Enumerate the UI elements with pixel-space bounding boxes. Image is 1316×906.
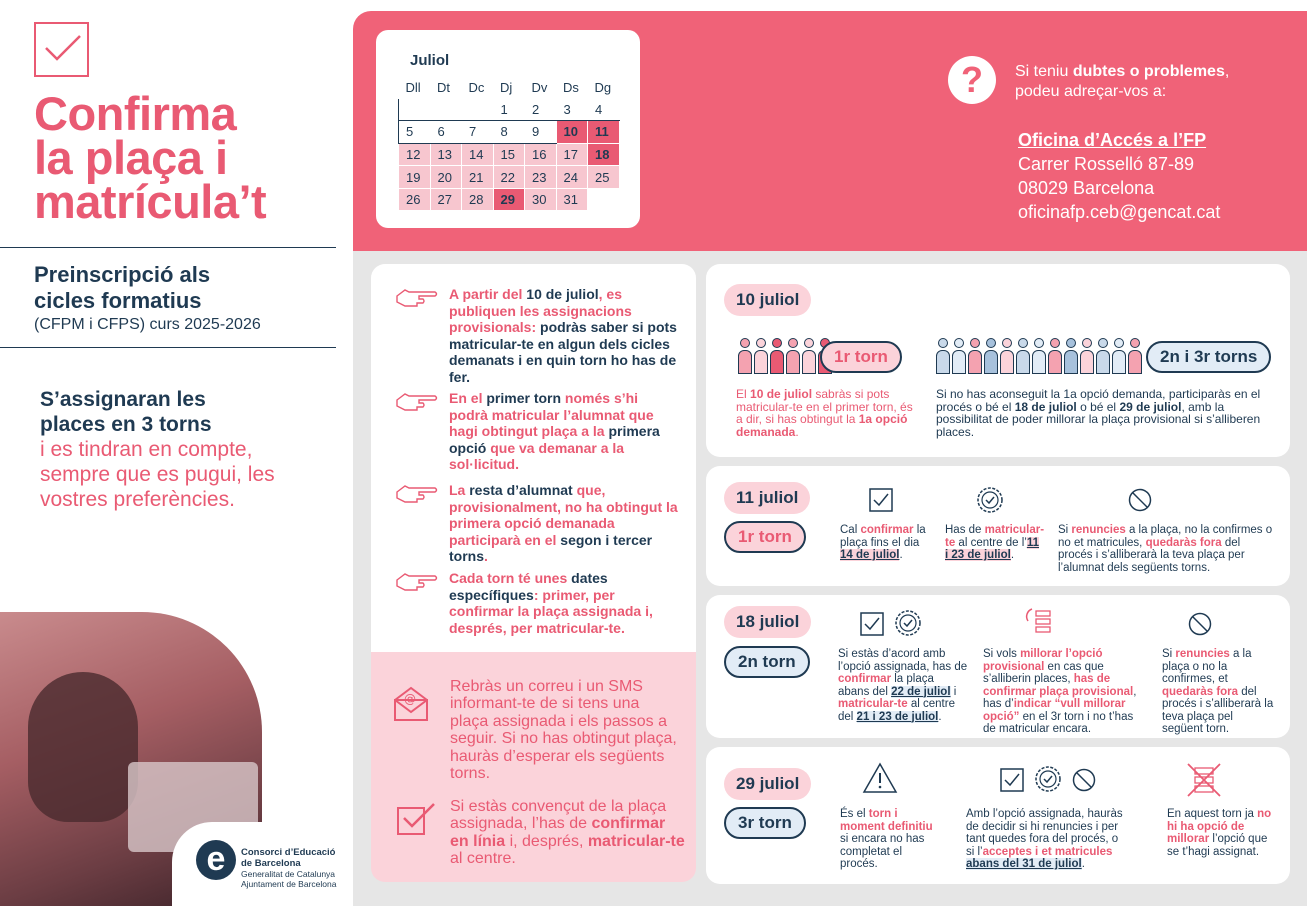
divider	[0, 247, 336, 248]
calendar-day: 5	[399, 121, 431, 144]
calendar-day: 4	[588, 98, 620, 121]
calendar-day	[462, 98, 494, 121]
course-label: (CFPM i CFPS) curs 2025-2026	[34, 316, 261, 333]
torn1-text: El 10 de juliol sabràs si pots matricular-te en el primer torn, és a dir, si has obtingut la 1a opció demanada.	[736, 387, 913, 439]
calendar-day: 1	[493, 98, 525, 121]
renounce-text: Si renuncies a la plaça, no la confirmes o no et matricules, quedaràs fora del procés i s’alliberarà la teva plaça per l’alumnat dels següents torns.	[1058, 524, 1273, 574]
confirm-check-icon	[396, 802, 436, 836]
person-icon	[1112, 338, 1126, 376]
accept-text: Amb l’opció assignada, hauràs de decidir si hi renuncies i per tant quedes fora del procés, o si l’acceptes i et matricules abans del 31 de juliol.	[966, 808, 1123, 870]
office-name-link[interactable]: Oficina d’Accés a l’FP	[1018, 130, 1207, 150]
person-icon	[952, 338, 966, 376]
person-icon	[1000, 338, 1014, 376]
calendar-day-header: Dg	[594, 80, 612, 96]
calendar-day: 20	[430, 166, 462, 189]
agree-text: Si estàs d’acord amb l’opció assignada, has de confirmar la plaça abans del 22 de juliol i matricular-te al centre del 21 i 23 de juliol.	[838, 648, 968, 723]
torn-badge: 1r torn	[724, 521, 806, 553]
calendar-day: 24	[556, 166, 588, 189]
calendar-day: 7	[462, 121, 494, 144]
calendar-day: 25	[588, 166, 620, 189]
person-icon	[770, 338, 784, 376]
calendar-day: 12	[399, 143, 431, 166]
badge-check-icon	[976, 486, 1004, 514]
calendar-day: 31	[556, 188, 588, 211]
no-improve-text: En aquest torn ja no hi ha opció de millorar l’opció que se t’hagi assignat.	[1167, 808, 1272, 858]
date-badge: 10 juliol	[724, 284, 811, 316]
calendar-day: 11	[588, 121, 620, 144]
calendar-day: 26	[399, 188, 431, 211]
help-text: Si teniu dubtes o problemes, podeu adreçar-vos a:	[1015, 63, 1230, 100]
pointing-hand-icon	[395, 570, 439, 592]
calendar-day-header: Dj	[500, 80, 513, 96]
improve-text: Si vols millorar l’opció provisional en cas que s’alliberin places, has de confirmar plaça provisional, has d’indicar “vull millorar opció” en el 3r torn i no t’has de matricular encara.	[983, 648, 1137, 735]
bullet-text: La resta d’alumnat que, provisionalment, no ha obtingut la primera opció demanada participarà en el segon i tercer torns.	[449, 482, 678, 564]
calendar-day: 23	[525, 166, 557, 189]
torn-badge: 2n torn	[724, 646, 810, 678]
calendar-day: 15	[493, 143, 525, 166]
pointing-hand-icon	[395, 390, 439, 412]
consorci-logo-icon: e	[196, 840, 236, 880]
improve-list-icon	[1024, 607, 1052, 635]
calendar-day: 30	[525, 188, 557, 211]
calendar-day-header: Ds	[563, 80, 579, 96]
calendar-month: Juliol	[410, 52, 450, 69]
person-icon	[1048, 338, 1062, 376]
confirm-text: Cal confirmar la plaça fins el dia 14 de juliol.	[840, 524, 926, 561]
bullet-text: En el primer torn només s’hi podrà matricular l’alumnat que hagi obtingut plaça a la primera opció que va demanar a la sol·licitud.	[449, 390, 660, 472]
no-improve-icon	[1186, 762, 1222, 798]
calendar-day: 3	[556, 98, 588, 121]
torn-badge: 1r torn	[820, 341, 902, 373]
person-icon	[968, 338, 982, 376]
main-title: Confirma la plaça i matrícula’t	[34, 87, 267, 228]
notification-text: Rebràs un correu i un SMS informant-te de si tens una plaça assignada i els passos a seguir. Si no has obtingut plaça, hauràs d’esperar els següents torns.	[450, 678, 677, 783]
prohibited-icon	[1128, 488, 1152, 512]
calendar-day: 16	[525, 143, 557, 166]
renounce-text: Si renuncies a la plaça o no la confirmes, et quedaràs fora del procés i s’alliberarà la teva plaça pel següent torn.	[1162, 648, 1274, 735]
date-badge: 29 juliol	[724, 768, 811, 800]
calendar-day: 29	[493, 188, 525, 211]
torns-description: S’assignaran les places en 3 torns i es tindran en compte, sempre que es pugui, les vostres preferències.	[40, 388, 275, 511]
calendar-day: 19	[399, 166, 431, 189]
calendar-day: 10	[556, 121, 588, 144]
divider	[0, 347, 336, 348]
calendar-day: 13	[430, 143, 462, 166]
question-icon: ?	[948, 56, 996, 104]
people-group-icon	[936, 334, 1142, 376]
calendar-day	[399, 98, 431, 121]
office-email-link[interactable]: oficinafp.ceb@gencat.cat	[1018, 202, 1221, 222]
person-icon	[1096, 338, 1110, 376]
calendar-day: 2	[525, 98, 557, 121]
calendar-day: 9	[525, 121, 557, 144]
mail-icon	[393, 684, 429, 722]
date-badge: 18 juliol	[724, 606, 811, 638]
person-icon	[984, 338, 998, 376]
calendar-day	[430, 98, 462, 121]
badge-check-icon	[894, 609, 922, 637]
check-icon	[1000, 768, 1024, 792]
calendar-day: 14	[462, 143, 494, 166]
person-icon	[786, 338, 800, 376]
torn23-text: Si no has aconseguit la 1a opció demanda, participaràs en el procés o bé el 18 de juliol o bé el 29 de juliol, amb la possibilitat de poder millorar la plaça provisional si s’alliberen places.	[936, 387, 1261, 439]
subtitle: Preinscripció als cicles formatius	[34, 262, 211, 313]
calendar-day: 28	[462, 188, 494, 211]
prohibited-icon	[1188, 612, 1212, 636]
calendar-grid	[398, 78, 620, 211]
date-badge: 11 juliol	[724, 482, 810, 514]
person-icon	[802, 338, 816, 376]
calendar-day: 8	[493, 121, 525, 144]
torn-badge: 3r torn	[724, 807, 806, 839]
calendar-day	[588, 188, 620, 211]
person-icon	[1064, 338, 1078, 376]
person-icon	[1128, 338, 1142, 376]
bullet-text: A partir del 10 de juliol, es publiquen les assignacions provisionals: podràs saber si pots matricular-te en algun dels cicles demanats i en quin torn ho has de fer.	[449, 286, 677, 385]
person-icon	[1016, 338, 1030, 376]
calendar-day-header: Dc	[468, 80, 485, 96]
checkbox-icon	[34, 22, 89, 77]
final-torn-text: És el torn i moment definitiu si encara no has completat el procés.	[840, 808, 933, 870]
check-icon	[860, 612, 884, 636]
check-icon	[869, 488, 893, 512]
enrol-text: Has de matricular-te al centre de l’11 i 23 de juliol.	[945, 524, 1045, 561]
person-icon	[738, 338, 752, 376]
calendar-day: 17	[556, 143, 588, 166]
calendar-day: 22	[493, 166, 525, 189]
prohibited-icon	[1072, 768, 1096, 792]
calendar-day: 27	[430, 188, 462, 211]
person-icon	[754, 338, 768, 376]
calendar-day: 6	[430, 121, 462, 144]
calendar-day-header: Dv	[531, 80, 548, 96]
warning-icon	[862, 762, 898, 794]
calendar-day-header: Dll	[405, 80, 421, 96]
office-contact: Oficina d’Accés a l’FP Carrer Rosselló 87-89 08029 Barcelona oficinafp.ceb@gencat.cat	[1018, 130, 1221, 222]
people-group-icon	[738, 334, 832, 376]
pointing-hand-icon	[395, 286, 439, 308]
bullet-text: Cada torn té unes dates específiques: primer, per confirmar la plaça assignada i, després, per matricular-te.	[449, 570, 653, 636]
person-icon	[936, 338, 950, 376]
svg-text:@: @	[404, 692, 416, 706]
person-icon	[1032, 338, 1046, 376]
calendar-day-header: Dt	[437, 80, 450, 96]
badge-check-icon	[1034, 765, 1062, 793]
consorci-logo-text: Consorci d’Educació de Barcelona Generalitat de Catalunya Ajuntament de Barcelona	[241, 847, 337, 889]
calendar-day: 18	[588, 143, 620, 166]
torn-badge: 2n i 3r torns	[1146, 341, 1271, 373]
pointing-hand-icon	[395, 482, 439, 504]
calendar-day: 21	[462, 166, 494, 189]
confirm-online-text: Si estàs convençut de la plaça assignada, l’has de confirmar en línia i, després, matricular-te al centre.	[450, 798, 685, 868]
person-icon	[1080, 338, 1094, 376]
